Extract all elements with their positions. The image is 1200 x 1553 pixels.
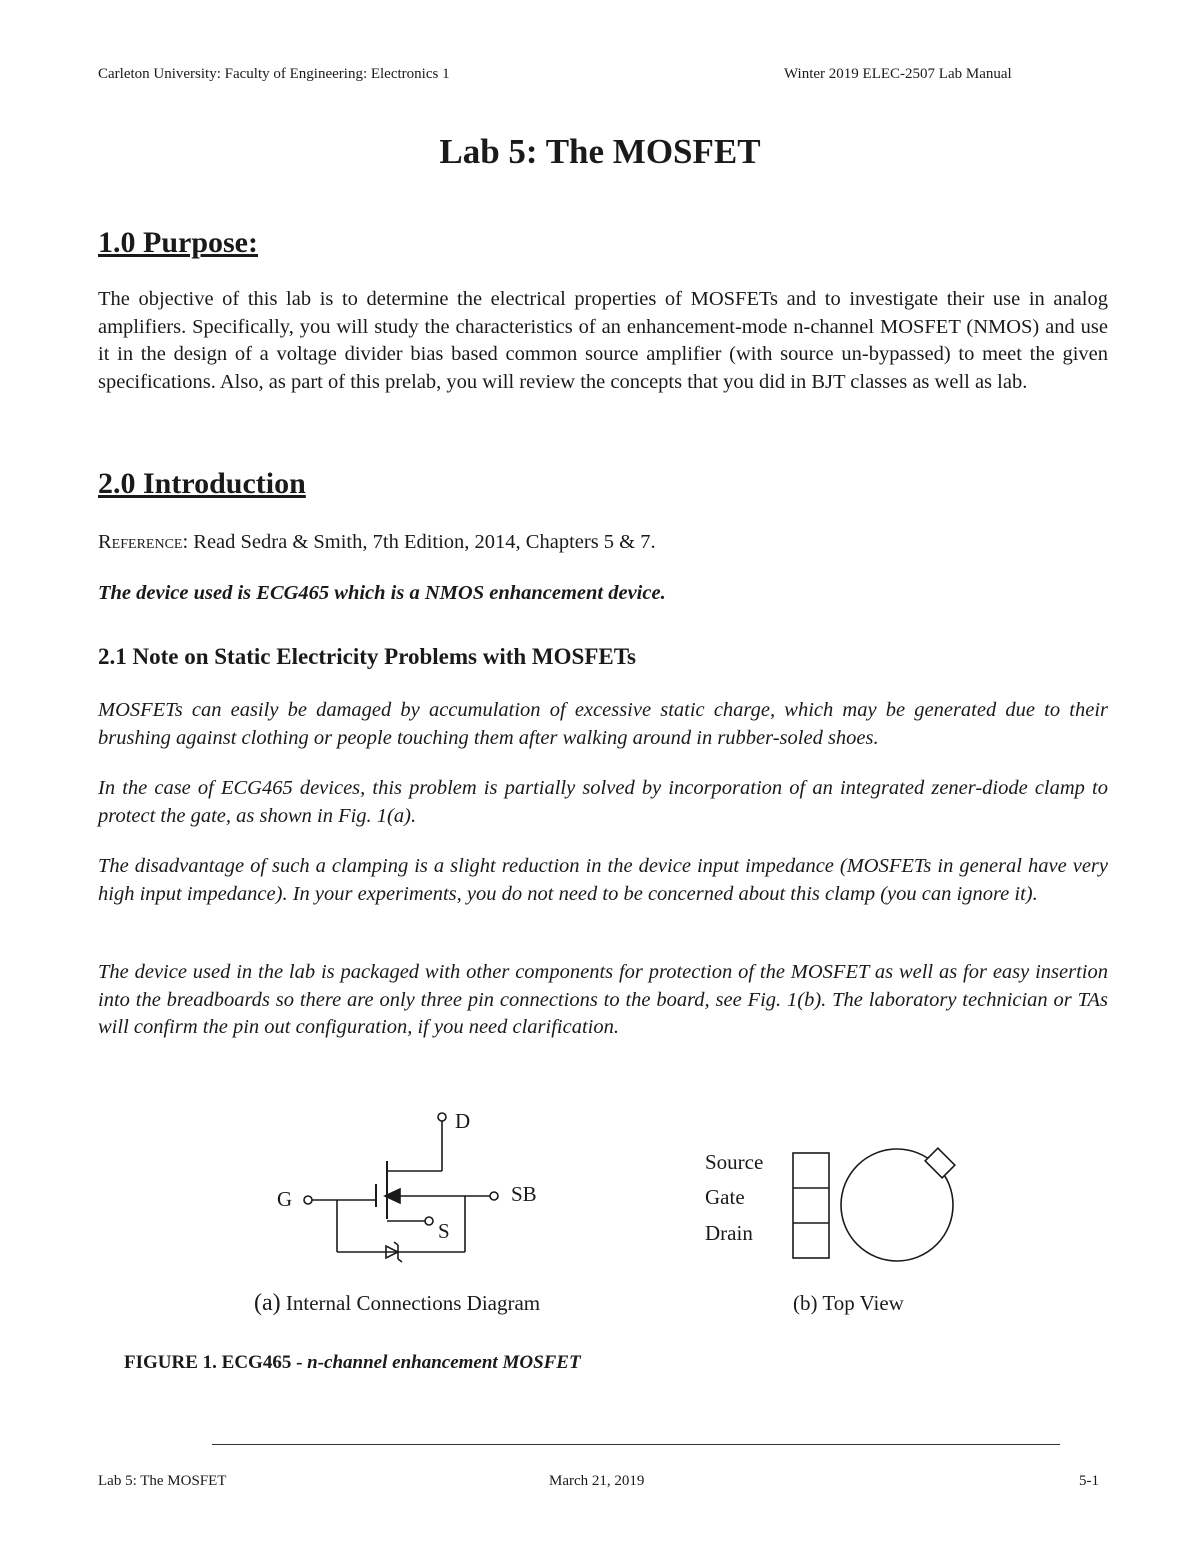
footer-date: March 21, 2019 (549, 1473, 645, 1489)
figure-caption-number: FIGURE 1. ECG465 - (124, 1352, 308, 1373)
internal-connections-diagram (304, 1113, 498, 1262)
pin-block (793, 1153, 829, 1258)
label-drain: D (455, 1109, 471, 1133)
purpose-paragraph: The objective of this lab is to determine the electrical properties of MOSFETs and to investigate their use in analog amplifiers. Specifically, you will study the characteristics of an enhancement-mode n-channel MOSFET (NMOS) and use it in the design of a voltage divider bias based common source amplifier (with source un-bypassed) to meet the given specifications. Also, as part of this prelab, you will review the concepts that you did in BJT classes as well as lab. (98, 288, 1108, 393)
figure-caption (124, 1352, 581, 1374)
figure-1-diagram (254, 1095, 980, 1325)
running-header-left: Carleton University: Faculty of Engineering: Electronics 1 (98, 66, 450, 82)
pin-label-drain: Drain (705, 1221, 753, 1245)
static-paragraph-3: The disadvantage of such a clamping is a slight reduction in the device input impedance (MOSFETs in general have very high input impedance). In your experiments, you do not need to be concerned about this clamp (you can ignore it). (98, 855, 1108, 905)
package-tab (925, 1148, 955, 1178)
reference-text: : Read Sedra & Smith, 7th Edition, 2014, Chapters 5 & 7. (182, 531, 656, 553)
subsection-heading-static: 2.1 Note on Static Electricity Problems with MOSFETs (98, 644, 636, 669)
reference-line (98, 529, 1108, 557)
figure-caption-description: n-channel enhancement MOSFET (307, 1352, 581, 1373)
source-terminal-dot (425, 1217, 433, 1225)
label-substrate: SB (511, 1182, 537, 1206)
reference-label: Reference (98, 531, 183, 553)
pin-label-gate: Gate (705, 1185, 745, 1209)
caption-a-text: Internal Connections Diagram (280, 1291, 541, 1315)
page-number: 5-1 (1079, 1473, 1099, 1489)
footer-left: Lab 5: The MOSFET (98, 1473, 227, 1489)
running-header-right: Winter 2019 ELEC-2507 Lab Manual (784, 66, 1012, 82)
page-title: Lab 5: The MOSFET (439, 132, 761, 171)
caption-b: (b) Top View (793, 1291, 904, 1315)
section-heading-purpose: 1.0 Purpose: (98, 226, 258, 259)
caption-a-letter: (a) (254, 1290, 281, 1316)
gate-terminal-dot (304, 1196, 312, 1204)
static-paragraph-1: MOSFETs can easily be damaged by accumulation of excessive static charge, which may be generated due to their brushing against clothing or people touching them after walking around in rubber-soled shoes. (98, 699, 1108, 749)
drain-terminal-dot (438, 1113, 446, 1121)
substrate-terminal-dot (490, 1192, 498, 1200)
label-source: S (438, 1219, 450, 1243)
static-paragraph-4: The device used in the lab is packaged with other components for protection of the MOSFET as well as for easy insertion into the breadboards so there are only three pin connections to the board, see Fig. 1(b). The laboratory technician or TAs will confirm the pin out configuration, if you need clarification. (98, 961, 1108, 1038)
static-paragraph-2: In the case of ECG465 devices, this problem is partially solved by incorporation of an integrated zener-diode clamp to protect the gate, as shown in Fig. 1(a). (98, 777, 1108, 827)
top-view-diagram (793, 1148, 955, 1261)
label-gate: G (277, 1187, 293, 1211)
section-heading-introduction: 2.0 Introduction (98, 467, 306, 500)
device-note: The device used is ECG465 which is a NMOS enhancement device. (98, 582, 666, 604)
footer-divider (212, 1444, 1060, 1445)
pin-label-source: Source (705, 1150, 764, 1174)
caption-a (254, 1290, 540, 1316)
